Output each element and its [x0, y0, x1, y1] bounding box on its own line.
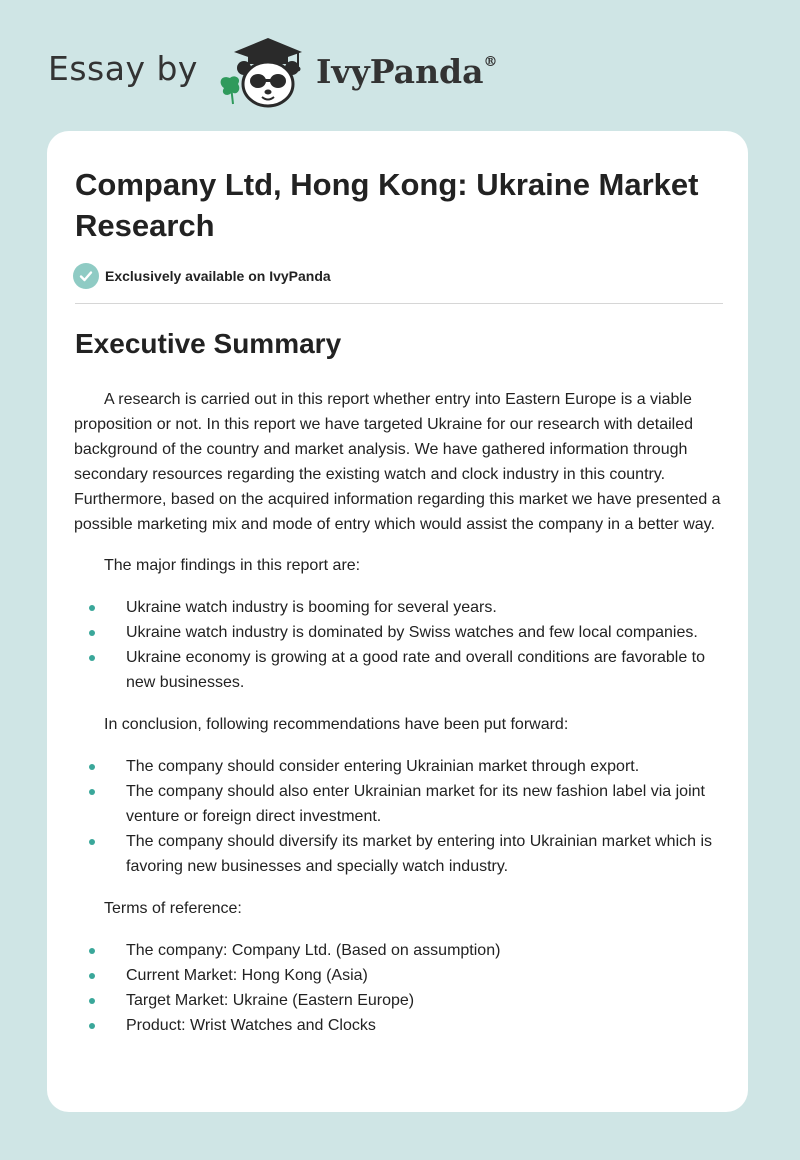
intro-paragraph: A research is carried out in this report whether entry into Eastern Europe is a viable proposition or not. In this report we have targeted Ukraine for our research with detailed background of the country and market analysis. We have gathered information through secondary resources regarding the existing watch and clock industry in this country. Furthermore, based on the acquired information regarding this market we have presented a possible marketing mix and mode of entry which would assist the company in a better way. — [74, 391, 721, 533]
panda-logo-icon[interactable] — [214, 34, 310, 110]
list-item: Target Market: Ukraine (Eastern Europe) — [74, 988, 729, 1013]
list-item: Product: Wrist Watches and Clocks — [74, 1013, 729, 1038]
list-item: Ukraine watch industry is dominated by Swiss watches and few local companies. — [74, 620, 729, 645]
site-header — [48, 34, 498, 110]
brand-text: IvyPanda — [315, 51, 484, 91]
findings-lead: The major findings in this report are: — [104, 557, 361, 574]
findings-list — [74, 595, 729, 695]
terms-lead: Terms of reference: — [104, 900, 242, 917]
document-card — [47, 131, 748, 1112]
registered-mark: ® — [483, 53, 498, 70]
divider — [75, 303, 723, 304]
page-title: Company Ltd, Hong Kong: Ukraine Market Research — [75, 167, 699, 243]
list-item: Current Market: Hong Kong (Asia) — [74, 963, 729, 988]
list-item: The company should consider entering Ukrainian market through export. — [74, 754, 729, 779]
list-item: The company should diversify its market by entering into Ukrainian market which is favoring new businesses and specially watch industry. — [74, 829, 729, 879]
document-body — [74, 387, 729, 1055]
recommendations-list — [74, 754, 729, 879]
checkmark-icon — [73, 263, 99, 289]
list-item: Ukraine watch industry is booming for several years. — [74, 595, 729, 620]
badge-label: Exclusively available on IvyPanda — [105, 268, 331, 284]
list-item: The company should also enter Ukrainian market for its new fashion label via joint venture or foreign direct investment. — [74, 779, 729, 829]
list-item: Ukraine economy is growing at a good rate and overall conditions are favorable to new businesses. — [74, 645, 729, 695]
essay-by-label: Essay by — [48, 48, 198, 88]
terms-list — [74, 938, 729, 1038]
exclusive-badge — [73, 262, 331, 290]
brand-name[interactable] — [316, 52, 498, 91]
section-heading: Executive Summary — [75, 328, 342, 359]
list-item: The company: Company Ltd. (Based on assumption) — [74, 938, 729, 963]
recommendations-lead: In conclusion, following recommendations have been put forward: — [104, 716, 569, 733]
